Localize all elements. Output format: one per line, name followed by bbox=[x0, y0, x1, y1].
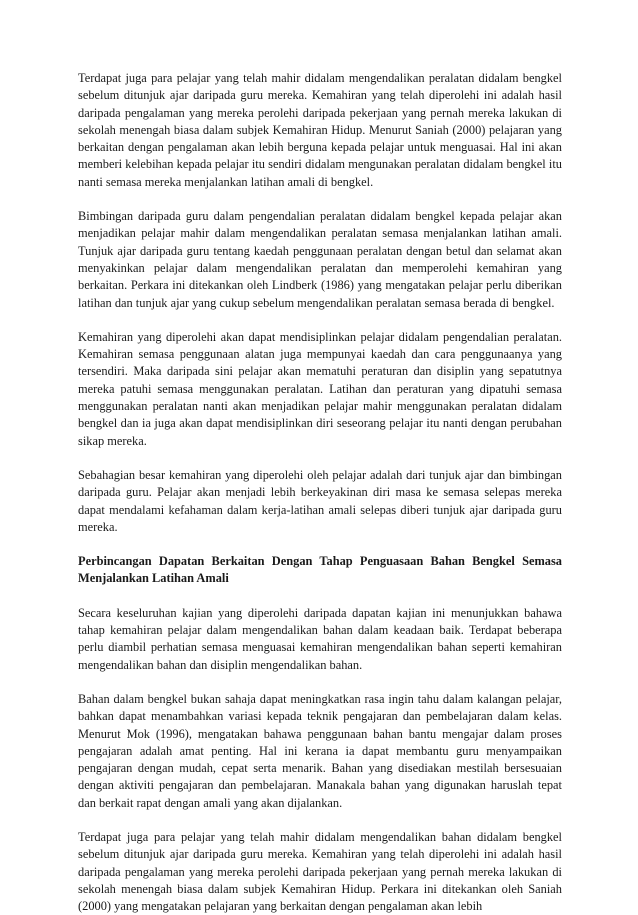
paragraph-peralatan-pengalaman: Terdapat juga para pelajar yang telah mahir didalam mengendalikan peralatan didalam bengkel sebelum ditunjuk ajar daripada guru mereka. Kemahiran yang telah diperolehi ini adalah hasil daripada pengalaman yang mereka perolehi daripada pekerjaan yang pernah mereka lakukan di sekolah menengah biasa dalam subjek Kemahiran Hidup. Menurut Saniah (2000) pelajaran yang berkaitan dengan pengalaman akan lebih berguna kepada pelajar untuk menguasai. Hal ini akan memberi kelebihan kepada pelajar itu sendiri didalam mengunakan peralatan didalam bengkel itu nanti semasa mereka menjalankan latihan amali di bengkel. bbox=[78, 71, 562, 189]
paragraph-bahan-pengalaman: Terdapat juga para pelajar yang telah mahir didalam mengendalikan bahan didalam bengkel sebelum ditunjuk ajar daripada guru mereka. Kemahiran yang telah diperolehi ini adalah hasil daripada pengalaman yang mereka perolehi daripada pekerjaan yang pernah mereka lakukan di sekolah menengah biasa dalam subjek Kemahiran Hidup. Perkara ini ditekankan oleh Saniah (2000) yang mengatakan pelajaran yang berkaitan dengan pengalaman akan lebih bbox=[78, 829, 562, 914]
paragraph-bahan-bengkel: Bahan dalam bengkel bukan sahaja dapat meningkatkan rasa ingin tahu dalam kalangan pelajar, bahkan dapat menambahkan variasi kepada teknik pengajaran dan pembelajaran dalam kelas. Menurut Mok (1996), mengatakan bahawa penggunaan bahan bantu mengajar dalam proses pengajaran adalah amat penting. Hal ini kerana ia dapat membantu guru menyampaikan pengajaran dengan mudah, cepat serta menarik. Bahan yang disediakan mestilah bersesuaian dengan aktiviti pengajaran dan pembelajaran. Manakala bahan yang digunakan haruslah tepat dan berkait rapat dengan amali yang akan dijalankan. bbox=[78, 691, 562, 810]
section-heading: Perbincangan Dapatan Berkaitan Dengan Tahap Penguasaan Bahan Bengkel Semasa Menjalankan Latihan Amali bbox=[78, 554, 562, 586]
paragraph-keseluruhan-kajian: Secara keseluruhan kajian yang diperolehi daripada dapatan kajian ini menunjukkan bahawa tahap kemahiran pelajar dalam mengendalikan bahan dalam keadaan baik. Terdapat beberapa perlu diambil perhatian semasa menguasai kemahiran mengendalikan bahan seperti kemahiran mengendalikan bahan dan disiplin mengendalikan bahan. bbox=[78, 605, 562, 672]
paragraph-tunjuk-ajar: Sebahagian besar kemahiran yang diperolehi oleh pelajar adalah dari tunjuk ajar dan bimbingan daripada guru. Pelajar akan menjadi lebih berkeyakinan diri masa ke semasa selepas mereka dapat mendalami kefahaman dalam kerja-latihan amali selepas diberi tunjuk ajar daripada guru mereka. bbox=[78, 467, 562, 534]
paragraph-bimbingan-guru: Bimbingan daripada guru dalam pengendalian peralatan didalam bengkel kepada pelajar akan menjadikan pelajar mahir dalam mengendalikan peralatan semasa menjalankan latihan amali. Tunjuk ajar daripada guru tentang kaedah penggunaan peralatan dengan betul dan selamat akan menyakinkan pelajar dalam mengendalikan peralatan dan memperolehi kemahiran yang berkaitan. Perkara ini ditekankan oleh Lindberk (1986) yang mengatakan pelajar perlu diberikan latihan dan tunjuk ajar yang cukup sebelum mengendalikan peralatan semasa berada di bengkel. bbox=[78, 209, 562, 310]
paragraph-disiplin-peralatan: Kemahiran yang diperolehi akan dapat mendisiplinkan pelajar didalam pengendalian peralatan. Kemahiran semasa penggunaan alatan juga mempunyai kaedah dan cara penggunaanya yang tersendiri. Maka daripada sini pelajar akan mematuhi peraturan dan disiplin yang sepatutnya mereka patuhi semasa menggunakan peralatan. Latihan dan peraturan yang dipatuhi semasa menggunakan peralatan nanti akan menjadikan pelajar mahir menggunakan peralatan didalam bengkel dan ia juga akan dapat mendisiplinkan diri seseorang pelajar itu nanti dengan perubahan sikap mereka. bbox=[78, 329, 562, 448]
